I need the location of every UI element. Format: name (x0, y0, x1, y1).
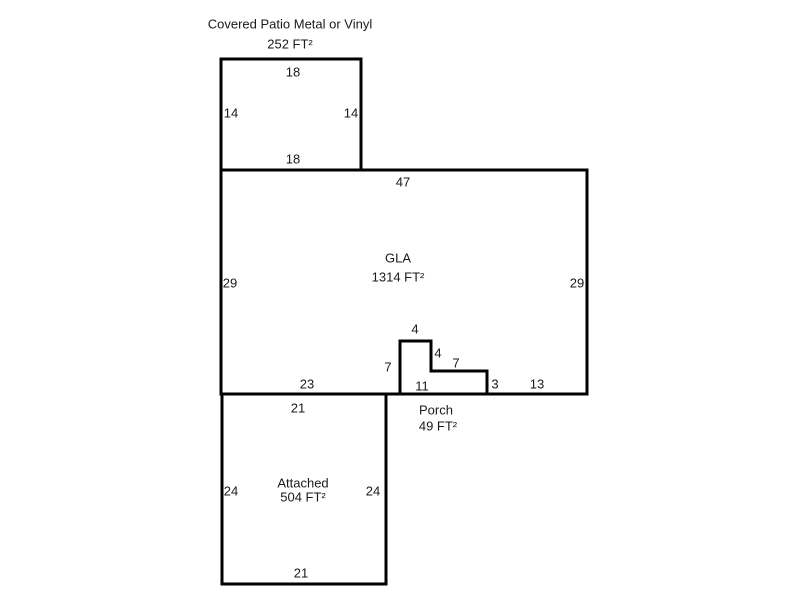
attached-dim-top: 21 (290, 400, 306, 416)
porch-dim-bottom: 11 (415, 378, 429, 394)
gla-dim-bottom-left: 23 (299, 376, 315, 392)
porch-dim-step-top: 7 (452, 355, 460, 371)
gla-title: GLA (384, 250, 412, 266)
patio-dim-right: 14 (343, 105, 359, 121)
gla-dim-bottom-right: 13 (529, 376, 545, 392)
attached-dim-left: 24 (223, 483, 239, 499)
patio-dim-top: 18 (285, 64, 301, 80)
porch-title: Porch (419, 402, 453, 418)
attached-area: 504 FT² (280, 489, 326, 505)
porch-outline (400, 341, 487, 394)
covered-patio-area: 252 FT² (267, 36, 313, 52)
patio-dim-bottom: 18 (285, 151, 301, 167)
patio-dim-left: 14 (223, 105, 239, 121)
gla-dim-top: 47 (395, 174, 411, 190)
porch-dim-left: 7 (384, 359, 392, 375)
attached-dim-bottom: 21 (293, 565, 309, 581)
porch-area: 49 FT² (418, 418, 458, 434)
porch-dim-inner-right: 4 (434, 345, 442, 361)
gla-area: 1314 FT² (371, 269, 425, 285)
attached-title: Attached (277, 475, 329, 491)
gla-dim-right: 29 (569, 275, 585, 291)
porch-dim-right: 3 (491, 376, 499, 392)
gla-dim-left: 29 (222, 275, 238, 291)
covered-patio-title: Covered Patio Metal or Vinyl (207, 16, 373, 32)
porch-dim-top: 4 (411, 321, 419, 337)
attached-dim-right: 24 (365, 483, 381, 499)
